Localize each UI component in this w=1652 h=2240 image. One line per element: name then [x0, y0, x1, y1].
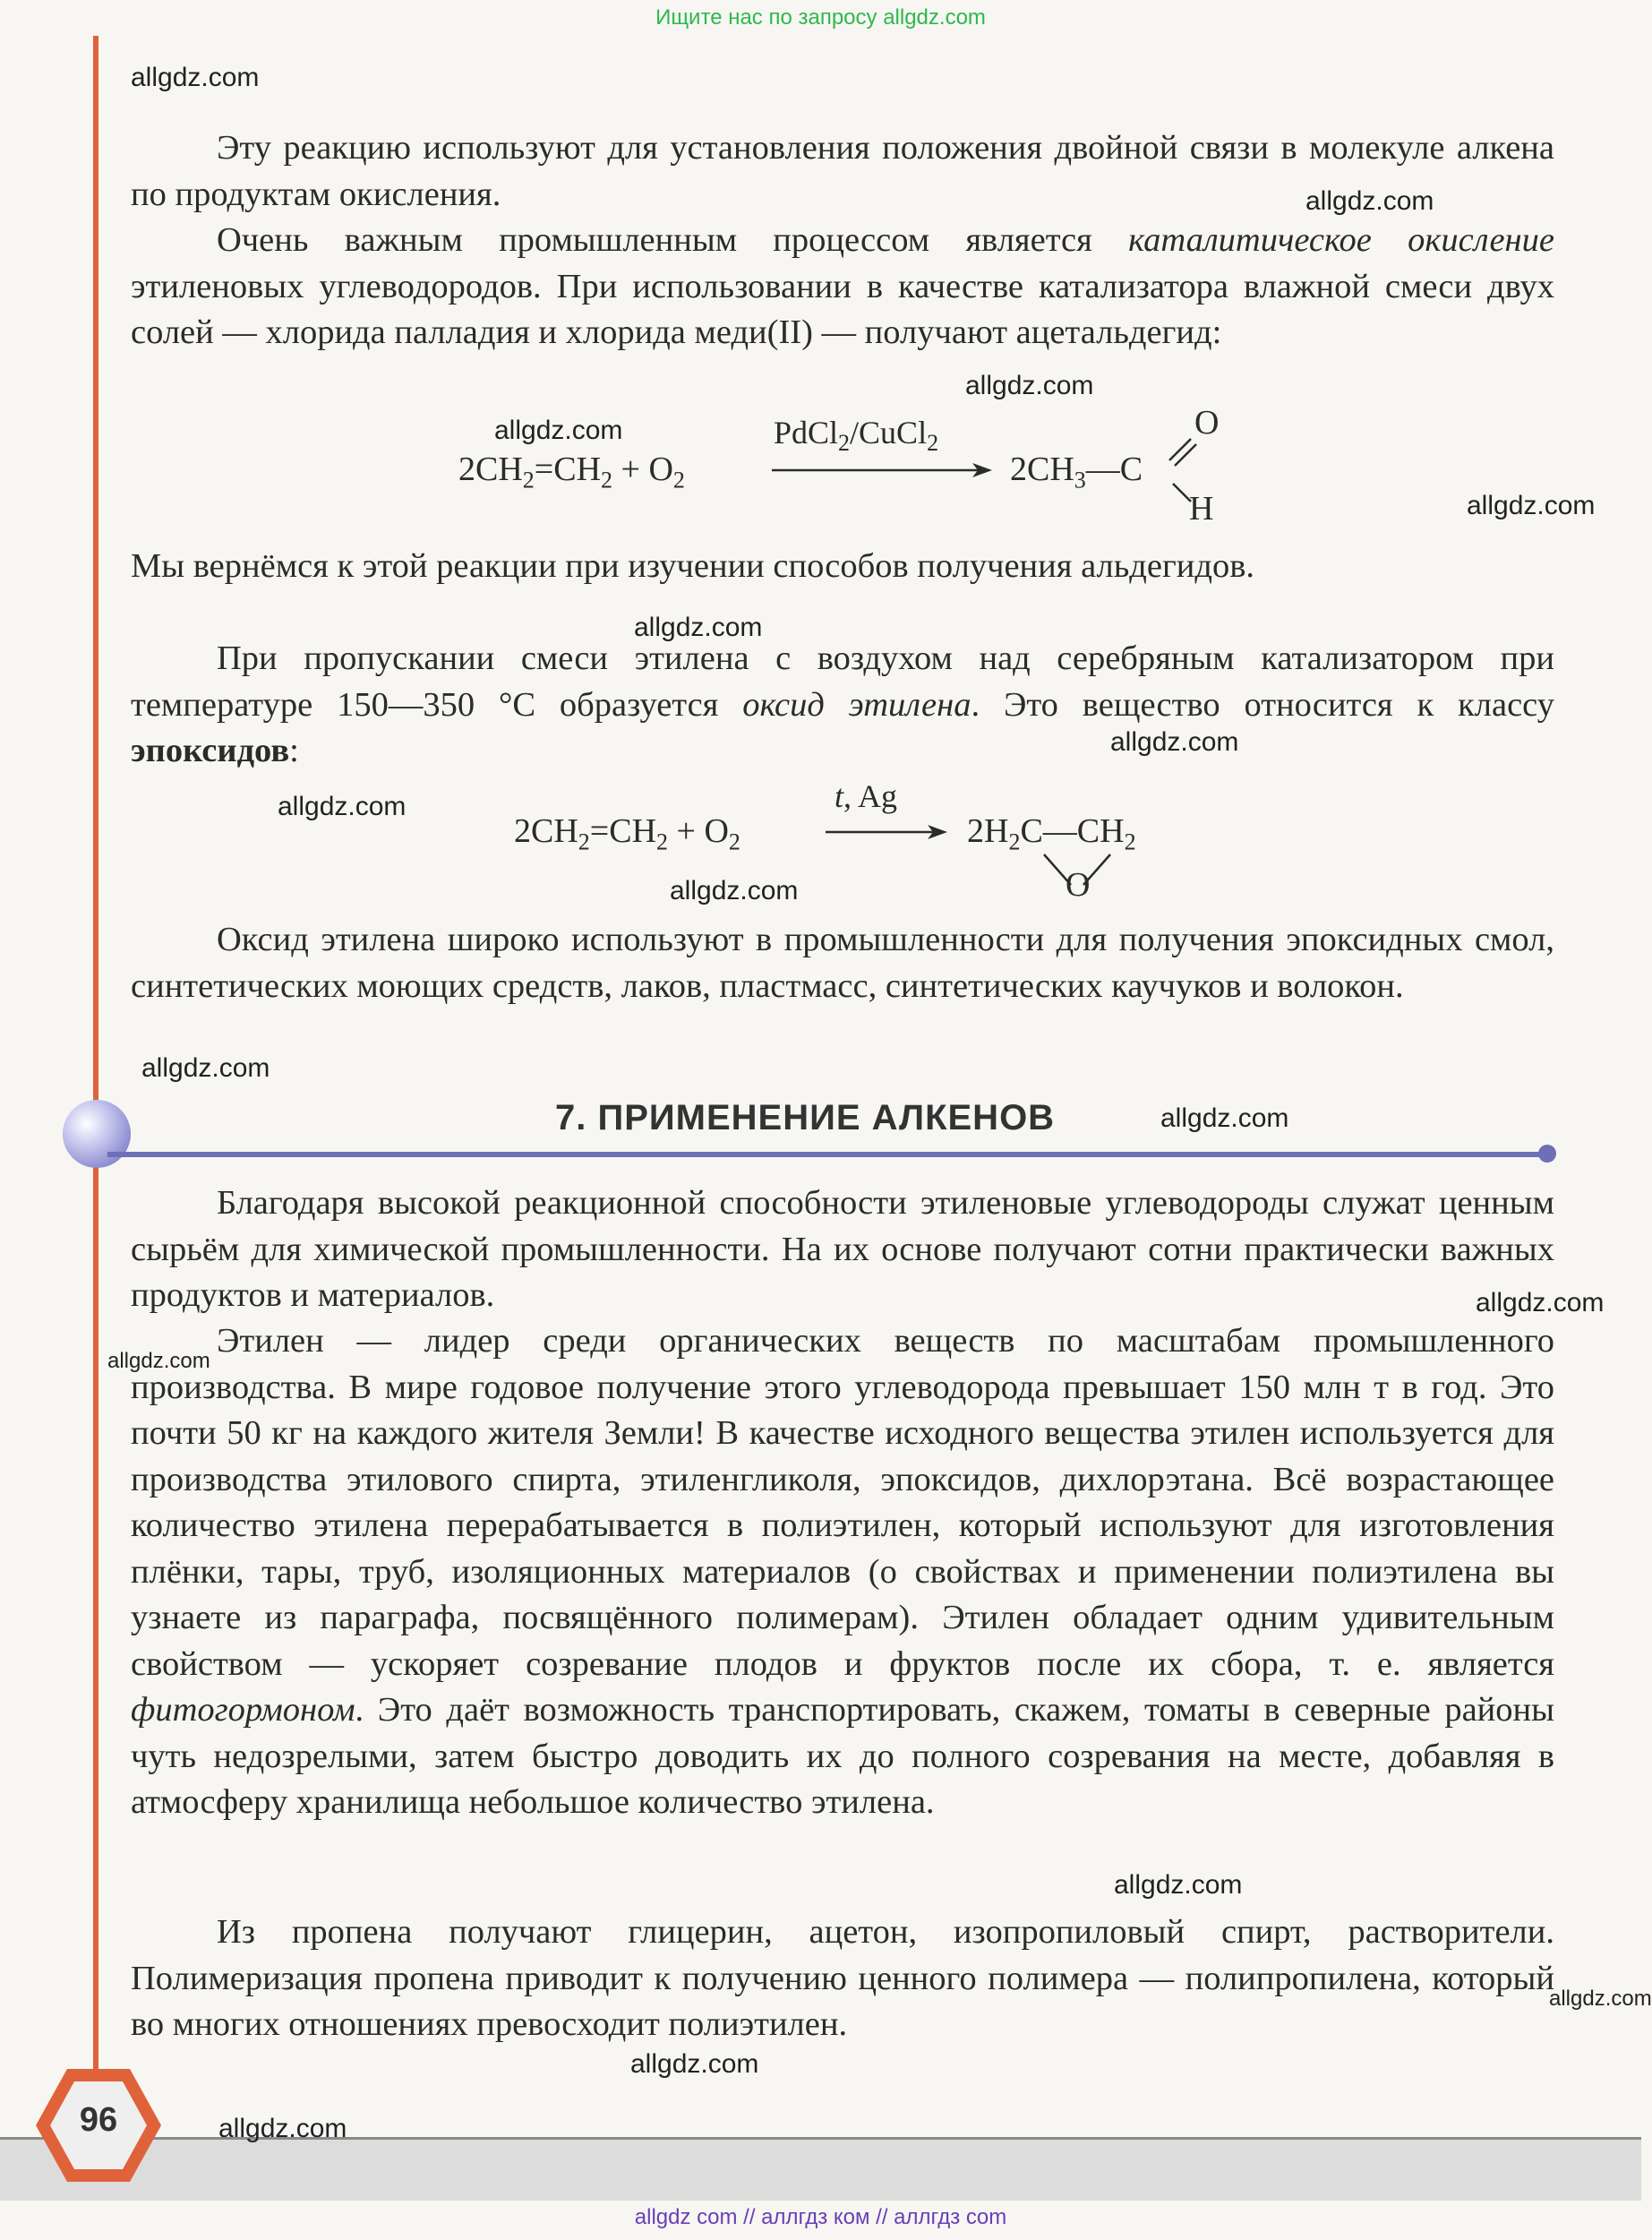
equation-2-rhs: $2H_2C—CH_2$: [967, 812, 1136, 855]
top-banner: Ищите нас по запросу allgdz.com: [655, 5, 986, 30]
equation-2-lhs: $2CH_2=CH_2 + O_2$: [514, 812, 740, 855]
equation-1-catalyst: PdCl$_2$/CuCl$_2$: [774, 415, 939, 457]
paragraph-4-text-b: . Это вещество относится к классу: [971, 685, 1555, 724]
term-ethylene-oxide: оксид этилена: [742, 685, 972, 724]
term-epoxides: эпоксидов: [131, 732, 290, 769]
watermark: allgdz.com: [107, 1349, 210, 1373]
paragraph-2-text-a: Очень важным промышленным процессом является: [217, 221, 1129, 259]
paragraph-4: [131, 636, 1554, 775]
watermark: allgdz.com: [1549, 1987, 1652, 2011]
watermark: allgdz.com: [1476, 1288, 1605, 1317]
watermark: allgdz.com: [218, 2114, 347, 2143]
watermark: allgdz.com: [965, 371, 1094, 400]
paragraph-8: [131, 1910, 1554, 2048]
watermark: allgdz.com: [630, 2049, 759, 2079]
watermark: allgdz.com: [1467, 491, 1596, 520]
watermark: allgdz.com: [1160, 1103, 1289, 1133]
paragraph-7-text-a: Этилен — лидер среди органических веществ по масштабам промышленного производства. В мире годовое получение этого углеводорода превышает 150 млн т в год. Это почти 50 кг на каждого жителя Земли! В качестве исходного вещества этилен используется для производства этилового спирта, этиленгликоля, эпоксидов, дихлорэтана. Всё возрастающее количество этилена перерабатывается в полиэтилен, который используют для изготовления плёнки, тары, труб, изоляционных материалов (о свойствах и применении полиэтилена вы узнаете из параграфа, посвящённого полимерам). Этилен обладает одним удивительным свойством — ускоряет созревание плодов и фруктов после их сбора, т. е. является: [131, 1322, 1554, 1683]
section-heading-rule-dot: [1538, 1145, 1556, 1163]
paragraph-4-text-c: :: [289, 732, 299, 769]
paragraph-4-text-a: При пропускании смеси этилена с воздухом над серебряным катализатором при температуре 150—350 °С образуется: [131, 639, 1554, 724]
equation-1-oxygen: O: [1194, 404, 1220, 442]
section-heading: 7. ПРИМЕНЕНИЕ АЛКЕНОВ: [555, 1098, 1056, 1137]
watermark: allgdz.com: [1305, 186, 1434, 216]
equation-1-lhs: $2CH_2=CH_2 + O_2$: [458, 451, 685, 493]
equation-1-rhs: $2CH_3—C$: [1010, 451, 1143, 493]
paragraph-3-text: Мы вернёмся к этой реакции при изучении способов получения альдегидов.: [131, 547, 1254, 585]
watermark: allgdz.com: [634, 613, 763, 642]
watermark: allgdz.com: [141, 1053, 270, 1083]
section-ball-icon: [63, 1100, 131, 1168]
paragraph-2: [131, 218, 1554, 356]
paragraph-6-text: Благодаря высокой реакционной способности этиленовые углеводороды служат ценным сырьём для химической промышленности. На их основе получают сотни практически важных продуктов и материалов.: [131, 1184, 1554, 1314]
watermark: allgdz.com: [670, 876, 799, 905]
watermark: allgdz.com: [131, 63, 260, 92]
equation-1-hydrogen: H: [1189, 490, 1214, 528]
paragraph-1-text: Эту реакцию используют для установления положения двойной связи в молекуле алкена по продуктам окисления.: [131, 129, 1554, 213]
paragraph-5-text: Оксид этилена широко используют в промышленности для получения эпоксидных смол, синтетических моющих средств, лаков, пластмасс, синтетических каучуков и волокон.: [131, 921, 1554, 1005]
margin-rule: [93, 36, 98, 2114]
section-heading-rule: [107, 1152, 1549, 1157]
bottom-banner: allgdz com // аллгдз ком // аллгдз com: [634, 2205, 1007, 2229]
watermark: allgdz.com: [1110, 727, 1239, 757]
paragraph-8-text: Из пропена получают глицерин, ацетон, изопропиловый спирт, растворители. Полимеризация пропена приводит к получению ценного полимера — полипропилена, который во многих отношениях превосходит полиэтилен.: [131, 1913, 1554, 2043]
term-catalytic-oxidation: каталитическое окисление: [1128, 221, 1554, 259]
paragraph-7: [131, 1318, 1554, 1826]
paragraph-5: [131, 917, 1554, 1009]
footer-band: [0, 2137, 1641, 2201]
paragraph-6: [131, 1180, 1554, 1319]
paragraph-2-text-b: этиленовых углеводородов. При использовании в качестве катализатора влажной смеси двух солей — хлорида палладия и хлорида меди(II) — получают ацетальдегид:: [131, 267, 1554, 351]
equation-2-condition: t, Ag: [835, 778, 898, 814]
paragraph-7-text-b: . Это даёт возможность транспортировать, скажем, томаты в северные районы чуть недозрелыми, затем быстро доводить их до полного созревания на месте, добавляя в атмосферу хранилища небольшое количество этилена.: [131, 1691, 1554, 1821]
equation-2-oxygen: O: [1066, 866, 1091, 904]
equation-2-arrow: [824, 819, 949, 845]
watermark: allgdz.com: [1114, 1870, 1243, 1900]
paragraph-3: [131, 544, 1554, 590]
watermark: allgdz.com: [494, 416, 623, 445]
watermark: allgdz.com: [278, 792, 407, 821]
page-number: 96: [79, 2101, 118, 2139]
term-phytohormone: фитогормоном: [131, 1691, 355, 1729]
equation-1-arrow: [770, 457, 994, 484]
